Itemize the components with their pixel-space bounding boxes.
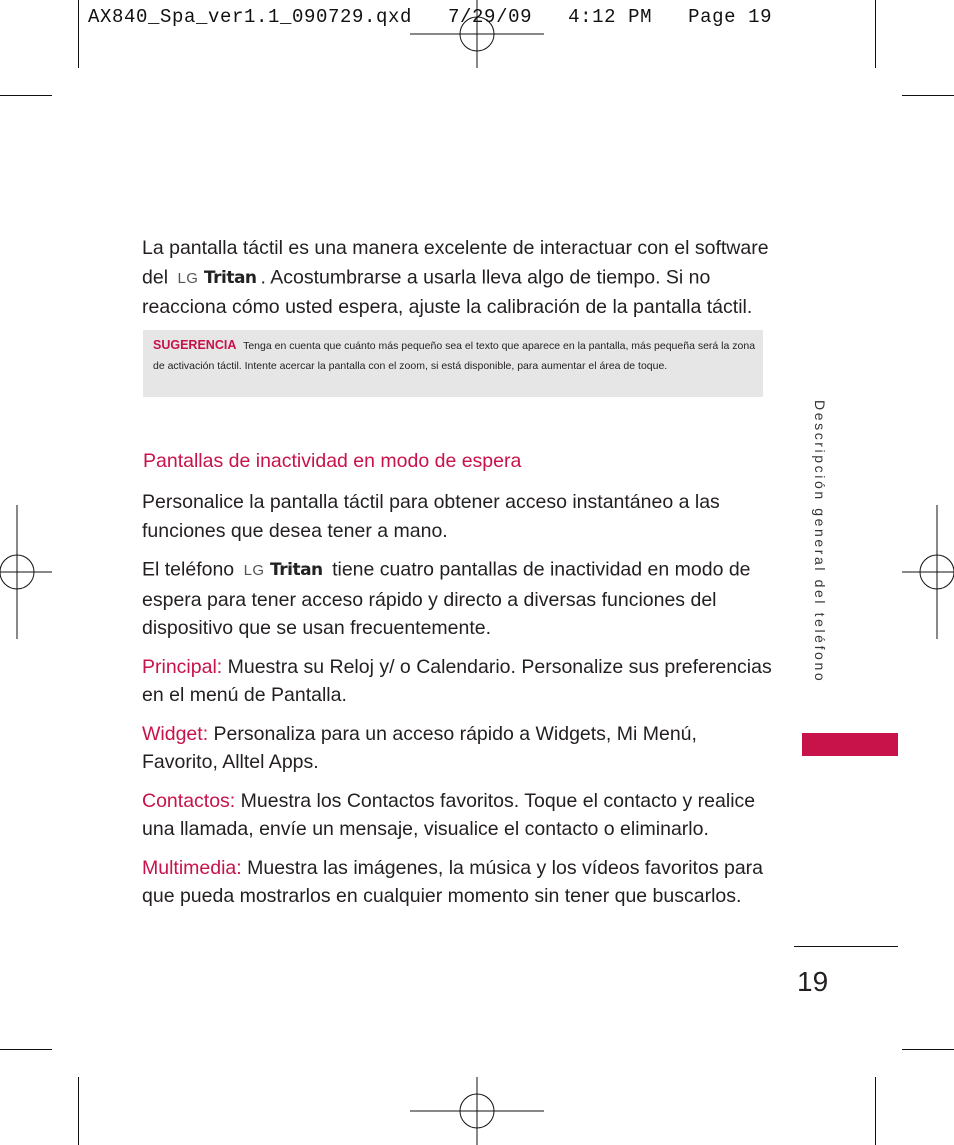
chapter-tab <box>802 733 898 756</box>
crop-mark <box>78 1077 79 1145</box>
print-header: AX840_Spa_ver1.1_090729.qxd 7/29/09 4:12 PM Page 19 <box>88 6 773 28</box>
item-description: Muestra su Reloj y/ o Calendario. Personalize sus preferencias en el menú de Pantalla. <box>142 655 772 706</box>
item-description: Muestra los Contactos favoritos. Toque el contacto y realice una llamada, envíe un mensaje, visualice el contacto o eliminarlo. <box>142 789 756 840</box>
paragraph-2 <box>142 555 772 643</box>
crop-mark <box>875 1077 876 1145</box>
paragraph-2-end: tiene cuatro pantallas de inactividad en modo de espera para tener acceso rápido y directo a diversas funciones del dispositivo que se usan frecuentemente. <box>142 558 751 639</box>
paragraph-2-start: El teléfono <box>142 558 235 581</box>
intro-line-1: La pantalla táctil es una manera excelente de interactuar con el software <box>142 237 769 259</box>
page-number: 19 <box>797 966 829 997</box>
crop-mark <box>902 1049 954 1050</box>
crop-mark <box>0 95 52 96</box>
item-description: Personaliza para un acceso rápido a Widgets, Mi Menú, Favorito, Alltel Apps. <box>142 722 697 773</box>
logo-brand: LG <box>243 562 265 579</box>
crop-mark <box>902 95 954 96</box>
tip-label: SUGERENCIA <box>153 338 237 352</box>
item-term: Principal: <box>142 655 223 678</box>
logo-product: Tritan <box>203 267 257 288</box>
item-multimedia <box>142 854 772 911</box>
item-term: Contactos: <box>142 789 236 812</box>
item-description: Muestra las imágenes, la música y los vídeos favoritos para que pueda mostrarlos en cualquier momento sin tener que buscarlos. <box>142 856 764 907</box>
crop-mark <box>875 0 876 68</box>
crop-mark <box>0 1049 52 1050</box>
item-widget <box>142 720 772 777</box>
tip-text: Tenga en cuenta que cuánto más pequeño sea el texto que aparece en la pantalla, más pequeña será la zona de activación táctil. Intente acercar la pantalla con el zoom, si está disponible, para aumentar el área de toque. <box>153 340 756 372</box>
chapter-title: Descripción general del teléfono <box>812 400 828 684</box>
intro-line-2-end: . Acostumbrarse a usarla lleva algo de tiempo. Si no <box>260 265 711 288</box>
tip-content <box>153 335 757 376</box>
item-term: Widget: <box>142 722 209 745</box>
registration-mark-bottom <box>410 1077 544 1145</box>
logo-product: Tritan <box>270 560 323 580</box>
registration-mark-left <box>0 505 52 639</box>
section-body <box>142 488 772 911</box>
item-contactos <box>142 787 772 844</box>
item-principal <box>142 653 772 710</box>
intro-line-3: reacciona cómo usted espera, ajuste la calibración de la pantalla táctil. <box>142 296 753 318</box>
page-number-rule <box>794 946 898 947</box>
intro-line-2 <box>142 263 772 294</box>
paragraph-1: Personalice la pantalla táctil para obtener acceso instantáneo a las funciones que desea tener a mano. <box>142 491 720 542</box>
item-term: Multimedia: <box>142 856 242 879</box>
registration-mark-right <box>902 505 954 639</box>
lg-tritan-logo <box>177 263 256 294</box>
section-heading: Pantallas de inactividad en modo de espera <box>143 450 522 472</box>
intro-line-2-start: del <box>142 265 169 288</box>
chapter-side-label <box>808 400 828 730</box>
intro-paragraph <box>142 234 772 322</box>
crop-mark <box>78 0 79 68</box>
lg-tritan-logo <box>244 555 323 586</box>
registration-mark-top <box>410 0 544 68</box>
tip-box <box>143 330 763 397</box>
logo-brand: LG <box>177 269 199 287</box>
